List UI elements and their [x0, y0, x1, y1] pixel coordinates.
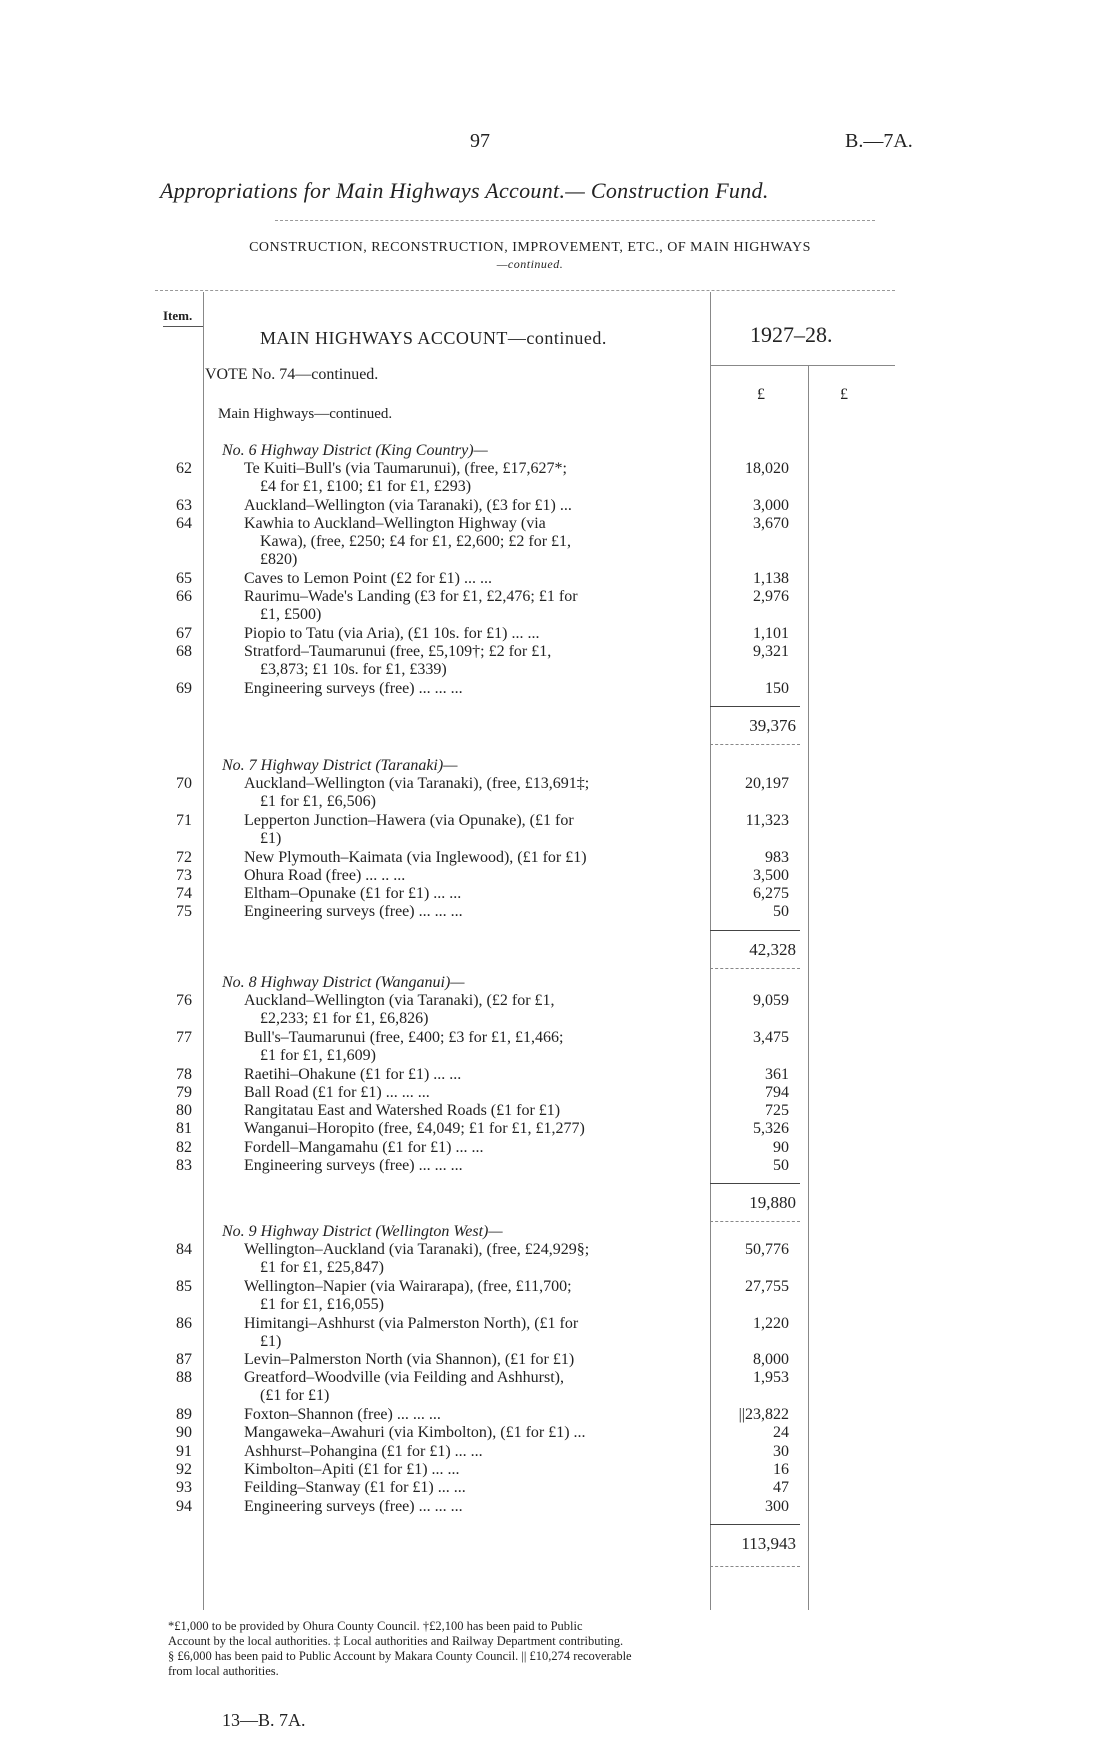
- district-heading: No. 8 Highway District (Wanganui)—: [222, 974, 465, 991]
- footnotes: [168, 1619, 868, 1679]
- item-number: 88: [176, 1369, 192, 1387]
- item-amount: 3,475: [753, 1028, 789, 1046]
- page-title: Appropriations for Main Highways Account.— Construction Fund.: [160, 178, 769, 203]
- description-line: £1, £500): [260, 606, 322, 624]
- item-number: 71: [176, 811, 192, 829]
- item-description: [244, 570, 694, 588]
- item-amount: 3,500: [753, 866, 789, 884]
- district-heading: No. 7 Highway District (Taranaki)—: [222, 757, 458, 774]
- item-number: 63: [176, 496, 192, 514]
- footnote-line: Account by the local authorities. ‡ Local authorities and Railway Department contributing.: [168, 1634, 624, 1648]
- item-description: [244, 1084, 694, 1102]
- item-number: 94: [176, 1497, 192, 1515]
- item-description: [244, 1139, 694, 1157]
- description-line: £4 for £1, £100; £1 for £1, £293): [260, 478, 472, 496]
- footnote-line: *£1,000 to be provided by Ohura County Council. †£2,100 has been paid to Public: [168, 1619, 583, 1633]
- item-description: [244, 885, 694, 903]
- item-number: 80: [176, 1102, 192, 1120]
- item-amount: 11,323: [745, 811, 789, 829]
- item-amount: 50: [773, 1157, 789, 1174]
- description-line: Auckland–Wellington (via Taranaki), (£2 for £1,: [244, 992, 555, 1010]
- description-line: Feilding–Stanway (£1 for £1) ... ...: [244, 1479, 466, 1497]
- item-column-label: Item.: [163, 308, 193, 323]
- item-description: [244, 867, 694, 885]
- item-amount: 8,000: [753, 1351, 789, 1369]
- description-line: Kimbolton–Apiti (£1 for £1) ... ...: [244, 1460, 460, 1478]
- item-number: 75: [176, 903, 192, 921]
- item-amount: 30: [773, 1442, 789, 1460]
- district-total: 42,328: [749, 939, 796, 959]
- vote-heading: VOTE No. 74—continued.: [205, 366, 379, 383]
- subtotal-rule: [710, 706, 800, 707]
- item-description: [244, 1498, 694, 1516]
- description-line: £2,233; £1 for £1, £6,826): [260, 1010, 429, 1028]
- item-number: 86: [176, 1314, 192, 1332]
- total-rule: [710, 1566, 800, 1567]
- description-line: £820): [260, 551, 298, 569]
- description-line: Raetihi–Ohakune (£1 for £1) ... ...: [244, 1065, 462, 1083]
- description-line: Wanganui–Horopito (free, £4,049; £1 for £1, £1,277): [244, 1120, 585, 1138]
- sub-column-divider: [808, 365, 809, 1610]
- item-amount: 27,755: [745, 1277, 789, 1295]
- district-total: 39,376: [749, 716, 796, 736]
- item-number: 67: [176, 625, 192, 642]
- item-amount: 9,059: [753, 992, 789, 1010]
- main-highways-heading: Main Highways—continued.: [218, 406, 393, 422]
- item-number: 89: [176, 1406, 192, 1423]
- item-description: [244, 1424, 694, 1442]
- year-heading: 1927–28.: [750, 322, 833, 347]
- item-number: 83: [176, 1157, 192, 1174]
- currency-symbol-2: £: [840, 386, 848, 403]
- description-line: Ohura Road (free) ... .. ...: [244, 866, 406, 884]
- item-number: 73: [176, 866, 192, 884]
- description-line: Himitangi–Ashhurst (via Palmerston North), (£1 for: [244, 1314, 579, 1332]
- item-amount: 6,275: [753, 885, 789, 903]
- description-line: Eltham–Opunake (£1 for £1) ... ...: [244, 885, 462, 903]
- item-number: 68: [176, 643, 192, 661]
- item-amount: 1,138: [753, 570, 789, 588]
- item-number: 82: [176, 1138, 192, 1156]
- item-amount: 1,101: [753, 625, 789, 642]
- district-heading: No. 9 Highway District (Wellington West)—: [222, 1223, 503, 1240]
- item-description: [244, 1479, 694, 1497]
- total-rule: [710, 744, 800, 745]
- item-number: 64: [176, 515, 192, 533]
- description-line: Engineering surveys (free) ... ... ...: [244, 1497, 463, 1515]
- description-line: Wellington–Napier (via Wairarapa), (free, £11,700;: [244, 1277, 572, 1295]
- item-description: [244, 1102, 694, 1120]
- description-line: £1 for £1, £6,506): [260, 793, 376, 811]
- item-amount: 50: [773, 903, 789, 921]
- description-line: Bull's–Taumarunui (free, £400; £3 for £1, £1,466;: [244, 1028, 564, 1046]
- section-heading-text: CONSTRUCTION, RECONSTRUCTION, IMPROVEMENT, ETC., OF MAIN HIGHWAYS: [249, 240, 811, 255]
- item-amount: 47: [773, 1479, 789, 1497]
- item-number: 84: [176, 1241, 192, 1259]
- description-line: £1 for £1, £1,609): [260, 1046, 376, 1064]
- item-number: 92: [176, 1460, 192, 1478]
- item-amount: ||23,822: [738, 1406, 789, 1423]
- item-number: 77: [176, 1028, 192, 1046]
- subtotal-rule: [710, 1524, 800, 1525]
- description-line: Ball Road (£1 for £1) ... ... ...: [244, 1083, 430, 1101]
- item-description: [244, 1029, 694, 1065]
- item-description: [244, 1120, 694, 1138]
- page-signature: 13—B. 7A.: [222, 1710, 306, 1730]
- total-rule: [710, 968, 800, 969]
- item-number: 62: [176, 460, 192, 478]
- item-amount: 20,197: [745, 775, 789, 793]
- item-number: 65: [176, 570, 192, 588]
- subtotal-rule: [710, 930, 800, 931]
- item-amount: 150: [765, 679, 789, 697]
- item-number: 85: [176, 1277, 192, 1295]
- item-amount: 3,000: [753, 496, 789, 514]
- description-line: Engineering surveys (free) ... ... ...: [244, 1157, 463, 1174]
- item-description: [244, 460, 694, 496]
- description-line: Foxton–Shannon (free) ... ... ...: [244, 1406, 441, 1423]
- item-description: [244, 1351, 694, 1369]
- footnote-line: from local authorities.: [168, 1664, 279, 1678]
- item-amount: 1,953: [753, 1369, 789, 1387]
- item-amount: 300: [765, 1497, 789, 1515]
- item-amount: 16: [773, 1460, 789, 1478]
- section-continued: —continued.: [496, 257, 564, 271]
- description-line: Levin–Palmerston North (via Shannon), (£1 for £1): [244, 1351, 575, 1369]
- heading-rule: [155, 290, 895, 291]
- item-description: [244, 1157, 694, 1175]
- item-description: [244, 775, 694, 811]
- district-total: 113,943: [741, 1533, 796, 1553]
- footnote-line: § £6,000 has been paid to Public Account by Makara County Council. || £10,274 recoverable: [168, 1649, 632, 1663]
- item-description: [244, 1443, 694, 1461]
- description-line: Greatford–Woodville (via Feilding and Ashhurst),: [244, 1369, 564, 1387]
- description-line: Te Kuiti–Bull's (via Taumarunui), (free, £17,627*;: [244, 460, 567, 478]
- item-description: [244, 1406, 694, 1424]
- item-amount: 3,670: [753, 515, 789, 533]
- description-line: Auckland–Wellington (via Taranaki), (£3 for £1) ...: [244, 496, 572, 514]
- item-amount: 90: [773, 1138, 789, 1156]
- page-reference: B.—7A.: [845, 130, 913, 152]
- item-number: 78: [176, 1065, 192, 1083]
- item-column-divider: [203, 292, 204, 1610]
- item-description: [244, 643, 694, 679]
- item-description: [244, 497, 694, 515]
- item-amount: 18,020: [745, 460, 789, 478]
- description-line: £3,873; £1 10s. for £1, £339): [260, 661, 447, 679]
- item-description: [244, 588, 694, 624]
- subtotal-rule: [710, 1183, 800, 1184]
- item-description: [244, 625, 694, 643]
- description-line: Kawhia to Auckland–Wellington Highway (via: [244, 515, 546, 533]
- item-amount: 9,321: [753, 643, 789, 661]
- item-number: 81: [176, 1120, 192, 1138]
- year-header-rule: [710, 365, 895, 366]
- item-number: 76: [176, 992, 192, 1010]
- description-line: Fordell–Mangamahu (£1 for £1) ... ...: [244, 1138, 484, 1156]
- description-line: Lepperton Junction–Hawera (via Opunake), (£1 for: [244, 811, 574, 829]
- item-number: 69: [176, 679, 192, 697]
- item-description: [244, 849, 694, 867]
- item-number: 93: [176, 1479, 192, 1497]
- description-line: (£1 for £1): [260, 1387, 330, 1405]
- item-number: 91: [176, 1442, 192, 1460]
- item-number: 72: [176, 848, 192, 866]
- description-line: Engineering surveys (free) ... ... ...: [244, 903, 463, 921]
- item-amount: 794: [765, 1083, 789, 1101]
- item-number: 66: [176, 588, 192, 606]
- description-line: New Plymouth–Kaimata (via Inglewood), (£1 for £1): [244, 848, 587, 866]
- description-line: Caves to Lemon Point (£2 for £1) ... ...: [244, 570, 492, 588]
- description-line: £1 for £1, £25,847): [260, 1259, 384, 1277]
- description-line: £1 for £1, £16,055): [260, 1295, 384, 1313]
- section-heading: [170, 240, 890, 272]
- item-description: [244, 1315, 694, 1351]
- description-line: Raurimu–Wade's Landing (£3 for £1, £2,476; £1 for: [244, 588, 578, 606]
- item-description: [244, 992, 694, 1028]
- page-number: 97: [470, 130, 490, 152]
- item-description: [244, 1369, 694, 1405]
- item-amount: 50,776: [745, 1241, 789, 1259]
- item-description: [244, 1278, 694, 1314]
- item-number: 79: [176, 1083, 192, 1101]
- item-description: [244, 515, 694, 569]
- item-description: [244, 812, 694, 848]
- item-label-rule: [163, 326, 203, 327]
- item-description: [244, 1461, 694, 1479]
- item-amount: 983: [765, 848, 789, 866]
- account-heading: MAIN HIGHWAYS ACCOUNT—continued.: [260, 328, 607, 348]
- description-line: Kawa), (free, £250; £4 for £1, £2,600; £2 for £1,: [260, 533, 572, 551]
- description-line: Ashhurst–Pohangina (£1 for £1) ... ...: [244, 1442, 483, 1460]
- item-amount: 5,326: [753, 1120, 789, 1138]
- description-line: Stratford–Taumarunui (free, £5,109†; £2 for £1,: [244, 643, 552, 661]
- item-amount: 725: [765, 1102, 789, 1120]
- item-amount: 361: [765, 1065, 789, 1083]
- item-number: 87: [176, 1351, 192, 1369]
- description-line: Mangaweka–Awahuri (via Kimbolton), (£1 for £1) ...: [244, 1424, 586, 1442]
- total-rule: [710, 1221, 800, 1222]
- description-line: Wellington–Auckland (via Taranaki), (free, £24,929§;: [244, 1241, 590, 1259]
- item-amount: 1,220: [753, 1314, 789, 1332]
- item-number: 90: [176, 1424, 192, 1442]
- item-number: 70: [176, 775, 192, 793]
- description-line: £1): [260, 829, 282, 847]
- item-amount: 2,976: [753, 588, 789, 606]
- item-description: [244, 1241, 694, 1277]
- district-total: 19,880: [749, 1193, 796, 1213]
- item-amount: 24: [773, 1424, 789, 1442]
- item-description: [244, 1066, 694, 1084]
- item-description: [244, 680, 694, 698]
- item-number: 74: [176, 885, 192, 903]
- item-description: [244, 903, 694, 921]
- description-line: Auckland–Wellington (via Taranaki), (free, £13,691‡;: [244, 775, 590, 793]
- description-line: Piopio to Tatu (via Aria), (£1 10s. for £1) ... ...: [244, 625, 540, 642]
- description-line: Engineering surveys (free) ... ... ...: [244, 679, 463, 697]
- description-line: Rangitatau East and Watershed Roads (£1 for £1): [244, 1102, 561, 1120]
- district-heading: No. 6 Highway District (King Country)—: [222, 442, 488, 459]
- currency-symbol-1: £: [757, 386, 765, 403]
- title-rule: [275, 220, 875, 221]
- description-line: £1): [260, 1332, 282, 1350]
